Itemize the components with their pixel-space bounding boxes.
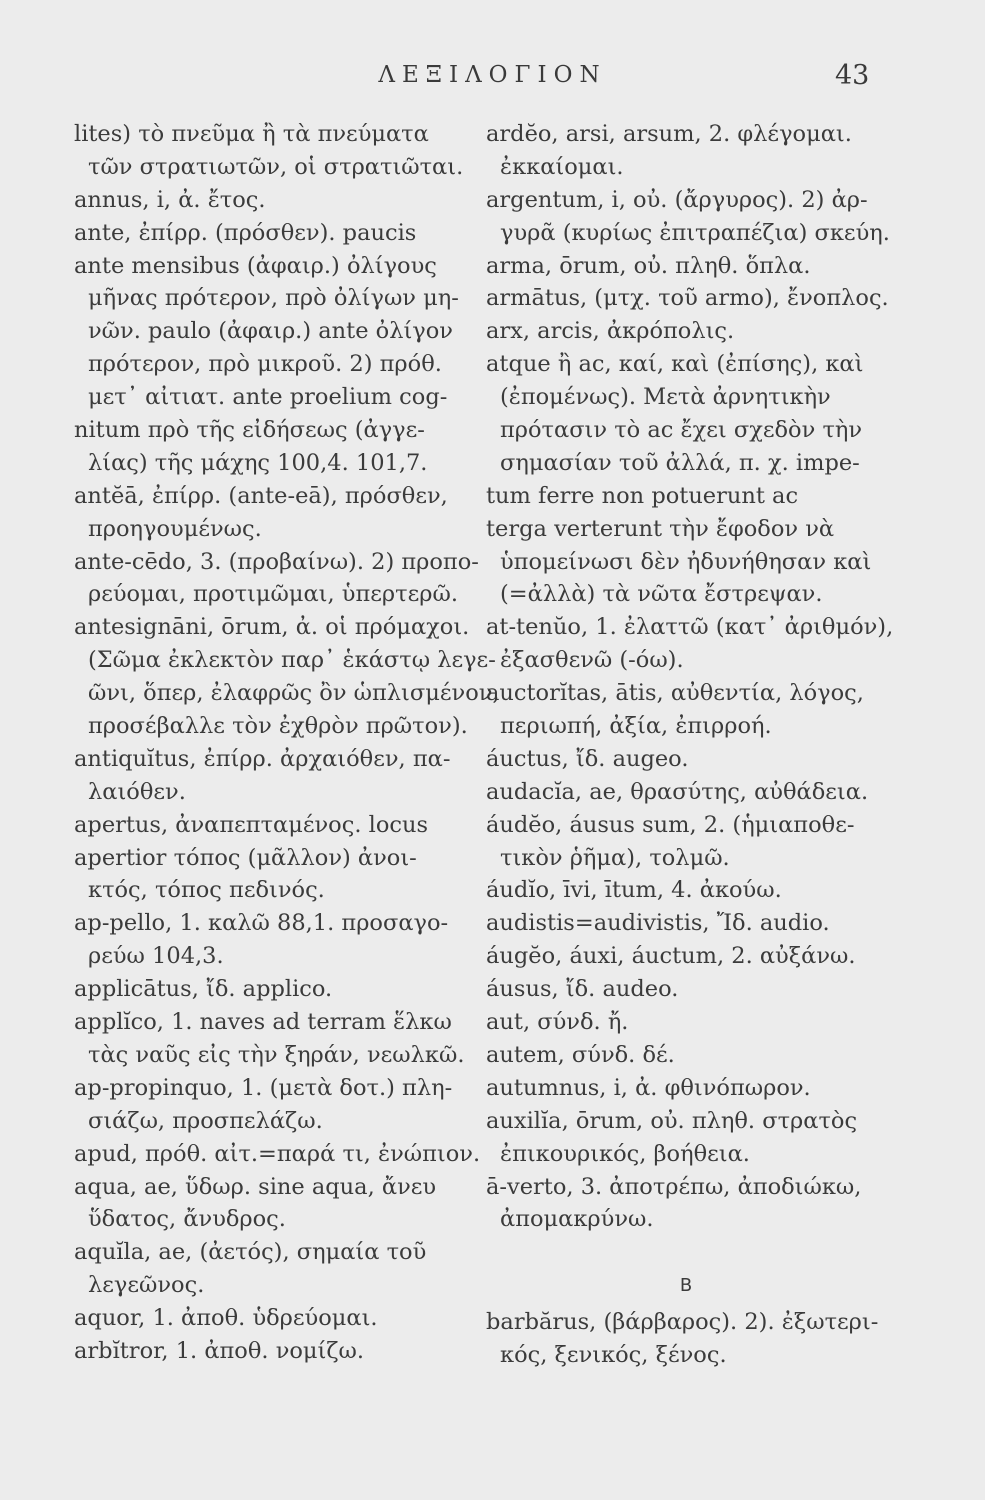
dictionary-line: audistis=audivistis, Ἴδ. audio. <box>486 910 830 937</box>
dictionary-line: ρεύομαι, προτιμῶμαι, ὑπερτερῶ. <box>88 581 458 608</box>
dictionary-line: πρότασιν τὸ ac ἔχει σχεδὸν τὴν <box>500 417 863 444</box>
dictionary-line: audacĭa, ae, θρασύτης, αὐθάδεια. <box>486 778 869 805</box>
dictionary-line: antesignāni, ōrum, ἀ. οἱ πρόμαχοι. <box>74 614 470 641</box>
dictionary-line: applĭco, 1. naves ad terram ἕλκω <box>74 1009 452 1036</box>
dictionary-line: πρότερον, πρὸ μικροῦ. 2) πρόθ. <box>88 351 442 378</box>
section-entries <box>486 1306 906 1372</box>
section-letter: B <box>679 1275 693 1297</box>
dictionary-line: νῶν. paulo (ἀφαιρ.) ante ὀλίγον <box>88 318 453 345</box>
dictionary-line: ἐξασθενῶ (-όω). <box>500 647 684 674</box>
dictionary-line: λίας) τῆς μάχης 100,4. 101,7. <box>88 449 428 476</box>
dictionary-line: terga verterunt τὴν ἔφοδον νὰ <box>486 515 835 542</box>
dictionary-line: τὰς ναῦς εἰς τὴν ξηράν, νεωλκῶ. <box>88 1041 465 1068</box>
dictionary-line: ā-verto, 3. ἀποτρέπω, ἀποδιώκω, <box>486 1173 862 1200</box>
dictionary-line: προσέβαλλε τὸν ἐχθρὸν πρῶτον). <box>88 713 468 740</box>
dictionary-line: aut, σύνδ. ἤ. <box>486 1009 629 1036</box>
dictionary-line: τῶν στρατιωτῶν, οἱ στρατιῶται. <box>88 153 464 180</box>
dictionary-line: μετ᾽ αἰτιατ. ante proelium cog- <box>88 384 448 411</box>
dictionary-line: arbĭtror, 1. ἀποθ. νομίζω. <box>74 1337 365 1364</box>
dictionary-line: apertus, ἀναπεπταμένος. locus <box>74 811 429 838</box>
dictionary-line: ὑπομείνωσι δὲν ἠδυνήθησαν καὶ <box>500 548 872 575</box>
dictionary-line: ante, ἐπίρρ. (πρόσθεν). paucis <box>74 219 417 246</box>
dictionary-line: ardĕo, arsi, arsum, 2. φλέγομαι. <box>486 121 852 147</box>
dictionary-line: ap-propinquo, 1. (μετὰ δοτ.) πλη- <box>74 1074 453 1101</box>
dictionary-line: arx, arcis, ἀκρόπολις. <box>486 318 735 345</box>
dictionary-line: lites) τὸ πνεῦμα ἢ τὰ πνεύματα <box>74 121 429 147</box>
dictionary-line: atque ἢ ac, καί, καὶ (ἐπίσης), καὶ <box>486 351 864 378</box>
dictionary-line: apertior τόπος (μᾶλλον) ἀνοι- <box>74 844 417 871</box>
dictionary-line: ἐπικουρικός, βοήθεια. <box>500 1140 750 1167</box>
dictionary-line: ρεύω 104,3. <box>88 943 224 970</box>
dictionary-line: apud, πρόθ. αἰτ.=παρά τι, ἐνώπιον. <box>74 1140 481 1167</box>
dictionary-line: autumnus, i, ἀ. φθινόπωρον. <box>486 1074 811 1101</box>
dictionary-line: antiquĭtus, ἐπίρρ. ἀρχαιόθεν, πα- <box>74 745 451 772</box>
dictionary-line: barbărus, (βάρβαρος). 2). ἐξωτερι- <box>486 1309 879 1336</box>
dictionary-line: ante mensibus (ἀφαιρ.) ὀλίγους <box>74 252 437 279</box>
dictionary-line: aqua, ae, ὕδωρ. sine aqua, ἄνευ <box>74 1173 437 1200</box>
page-title: ΛΕΞΙΛΟΓΙΟΝ <box>378 62 607 88</box>
dictionary-line: (Σῶμα ἐκλεκτὸν παρ᾽ ἑκάστῳ λεγε- <box>88 647 496 674</box>
dictionary-line: σημασίαν τοῦ ἀλλά, π. χ. impe- <box>500 449 860 476</box>
dictionary-line: μῆνας πρότερον, πρὸ ὀλίγων μη- <box>88 285 459 312</box>
dictionary-line: aquĭla, ae, (ἀετός), σημαία τοῦ <box>74 1239 427 1266</box>
dictionary-line: áudĭo, īvi, ītum, 4. ἀκούω. <box>486 877 782 904</box>
dictionary-line: ἀπομακρύνω. <box>500 1206 654 1233</box>
dictionary-line: ἐκκαίομαι. <box>500 153 624 180</box>
dictionary-line: σιάζω, προσπελάζω. <box>88 1107 323 1134</box>
dictionary-line: ap-pello, 1. καλῶ 88,1. προσαγο- <box>74 910 449 937</box>
dictionary-line: armātus, (μτχ. τοῦ armo), ἔνοπλος. <box>486 285 889 312</box>
dictionary-line: γυρᾶ (κυρίως ἐπιτραπέζια) σκεύη. <box>500 219 890 246</box>
dictionary-line: áusus, ἴδ. audeo. <box>486 976 679 1003</box>
dictionary-line: τικὸν ῥῆμα), τολμῶ. <box>500 844 730 871</box>
dictionary-line: λεγεῶνος. <box>88 1272 205 1299</box>
dictionary-line: (=ἀλλὰ) τὰ νῶτα ἔστρεψαν. <box>500 581 823 608</box>
dictionary-line: κτός, τόπος πεδινός. <box>88 877 325 904</box>
right-column-entries <box>486 118 906 1236</box>
dictionary-line: antĕā, ἐπίρρ. (ante-eā), πρόσθεν, <box>74 482 448 509</box>
dictionary-line: at-tenŭo, 1. ἐλαττῶ (κατ᾽ ἀριθμόν), <box>486 614 894 641</box>
dictionary-line: nitum πρὸ τῆς εἰδήσεως (ἀγγε- <box>74 417 425 444</box>
dictionary-line: (ἐπομένως). Μετὰ ἀρνητικὴν <box>500 384 831 411</box>
dictionary-line: auxilĭa, ōrum, οὐ. πληθ. στρατὸς <box>486 1107 858 1134</box>
dictionary-line: προηγουμένως. <box>88 515 262 542</box>
dictionary-line: annus, i, ἀ. ἔτος. <box>74 186 266 213</box>
dictionary-line: κός, ξενικός, ξένος. <box>500 1342 727 1369</box>
dictionary-line: áuctus, ἴδ. augeo. <box>486 745 689 772</box>
dictionary-line: arma, ōrum, οὐ. πληθ. ὅπλα. <box>486 252 811 279</box>
dictionary-line: áudĕo, áusus sum, 2. (ἡμιαποθε- <box>486 811 855 838</box>
dictionary-line: auctorĭtas, ātis, αὐθεντία, λόγος, <box>486 680 864 707</box>
left-column <box>74 118 500 1368</box>
dictionary-line: περιωπή, ἀξία, ἐπιρροή. <box>500 713 772 740</box>
dictionary-line: argentum, i, οὐ. (ἄργυρος). 2) ἀρ- <box>486 186 868 213</box>
dictionary-line: ante-cēdo, 3. (προβαίνω). 2) προπο- <box>74 548 479 575</box>
dictionary-line: tum ferre non potuerunt ac <box>486 482 799 509</box>
dictionary-line: autem, σύνδ. δέ. <box>486 1041 675 1068</box>
dictionary-line: áugĕo, áuxi, áuctum, 2. αὐξάνω. <box>486 943 856 970</box>
dictionary-line: ῶνι, ὅπερ, ἐλαφρῶς ὂν ὡπλισμένον, <box>88 680 500 707</box>
dictionary-line: applicātus, ἴδ. applico. <box>74 976 333 1003</box>
dictionary-line: λαιόθεν. <box>88 778 186 805</box>
dictionary-line: aquor, 1. ἀποθ. ὑδρεύομαι. <box>74 1305 378 1332</box>
page-number: 43 <box>835 60 870 91</box>
dictionary-line: ὕδατος, ἄνυδρος. <box>88 1206 286 1233</box>
right-column <box>486 118 906 1372</box>
